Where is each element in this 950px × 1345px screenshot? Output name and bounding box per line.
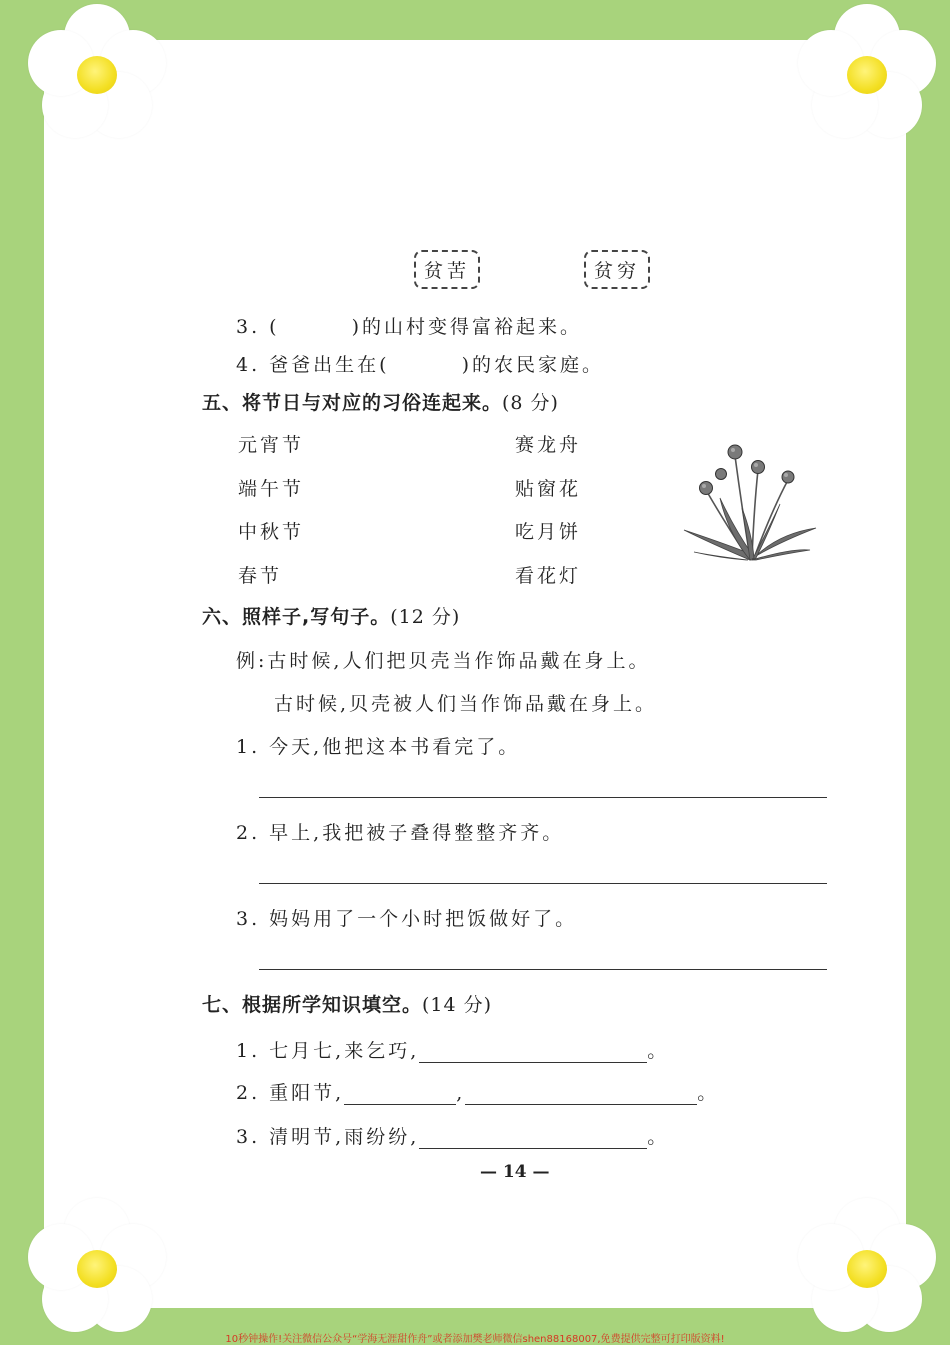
- flower-decoration-top-right: [792, 0, 942, 150]
- fill-poem-2-text: 2. 重阳节,: [236, 1082, 345, 1104]
- section-6-score: (12 分): [390, 606, 461, 628]
- festival-item[interactable]: 春节: [238, 565, 283, 587]
- example-sentence-1: 例:古时候,人们把贝壳当作饰品戴在身上。: [236, 650, 651, 672]
- section-5-heading: [202, 388, 559, 415]
- custom-item[interactable]: 吃月饼: [515, 521, 582, 543]
- worksheet-page: [44, 40, 906, 1308]
- fill-poem-2-period: 。: [697, 1082, 720, 1104]
- section-6-heading: [202, 602, 460, 629]
- section-7-title: 七、根据所学知识填空。: [202, 994, 423, 1016]
- fill-item-4-suffix: )的农民家庭。: [461, 354, 605, 376]
- flower-decoration-bottom-left: [22, 1194, 172, 1344]
- fill-poem-2: [236, 1078, 719, 1105]
- word-box-pinku: 贫苦: [414, 250, 480, 289]
- fill-poem-3: [236, 1122, 669, 1149]
- rewrite-item-3: 3. 妈妈用了一个小时把饭做好了。: [236, 908, 578, 930]
- section-5-title: 五、将节日与对应的习俗连起来。: [202, 392, 503, 414]
- custom-item[interactable]: 看花灯: [515, 565, 582, 587]
- rewrite-item-2: 2. 早上,我把被子叠得整整齐齐。: [236, 822, 565, 844]
- flower-decoration-top-left: [22, 0, 172, 150]
- fill-poem-2-blank-b[interactable]: [465, 1082, 697, 1105]
- festival-item[interactable]: 中秋节: [238, 521, 305, 543]
- fill-item-3-suffix: )的山村变得富裕起来。: [351, 316, 583, 338]
- festival-item[interactable]: 元宵节: [238, 434, 305, 456]
- rewrite-item-1: 1. 今天,他把这本书看完了。: [236, 736, 521, 758]
- fill-poem-3-text: 3. 清明节,雨纷纷,: [236, 1126, 420, 1148]
- answer-line-3[interactable]: [259, 969, 827, 970]
- fill-poem-1-text: 1. 七月七,来乞巧,: [236, 1040, 420, 1062]
- flower-decoration-bottom-right: [792, 1194, 942, 1344]
- section-6-title: 六、照样子,写句子。: [202, 606, 391, 628]
- festival-item[interactable]: 端午节: [238, 478, 305, 500]
- fill-item-3-prefix: 3. (: [236, 316, 280, 338]
- fill-poem-1: [236, 1036, 669, 1063]
- section-5-score: (8 分): [502, 392, 559, 414]
- fill-poem-2-blank-a[interactable]: [344, 1082, 456, 1105]
- flower-plant-illustration: [680, 438, 820, 563]
- answer-line-1[interactable]: [259, 797, 827, 798]
- fill-item-3: [236, 312, 582, 339]
- fill-item-4-prefix: 4. 爸爸出生在(: [236, 354, 390, 376]
- custom-item[interactable]: 贴窗花: [515, 478, 582, 500]
- page-number: — 14 —: [480, 1162, 550, 1182]
- section-7-heading: [202, 990, 492, 1017]
- fill-poem-3-blank[interactable]: [419, 1126, 647, 1149]
- fill-poem-1-period: 。: [647, 1040, 670, 1062]
- fill-item-4: [236, 350, 604, 377]
- custom-item[interactable]: 赛龙舟: [515, 434, 582, 456]
- example-sentence-2: 古时候,贝壳被人们当作饰品戴在身上。: [274, 693, 658, 715]
- section-7-score: (14 分): [422, 994, 493, 1016]
- fill-poem-2-comma: ,: [456, 1082, 466, 1104]
- answer-line-2[interactable]: [259, 883, 827, 884]
- fill-poem-3-period: 。: [647, 1126, 670, 1148]
- word-box-pinqiong: 贫穷: [584, 250, 650, 289]
- fill-poem-1-blank[interactable]: [419, 1040, 647, 1063]
- footer-promo-text: 10秒钟操作!关注微信公众号“学海无涯甜作舟”或者添加樊老师微信shen88168007,免费提供完整可打印版资料!: [225, 1334, 725, 1345]
